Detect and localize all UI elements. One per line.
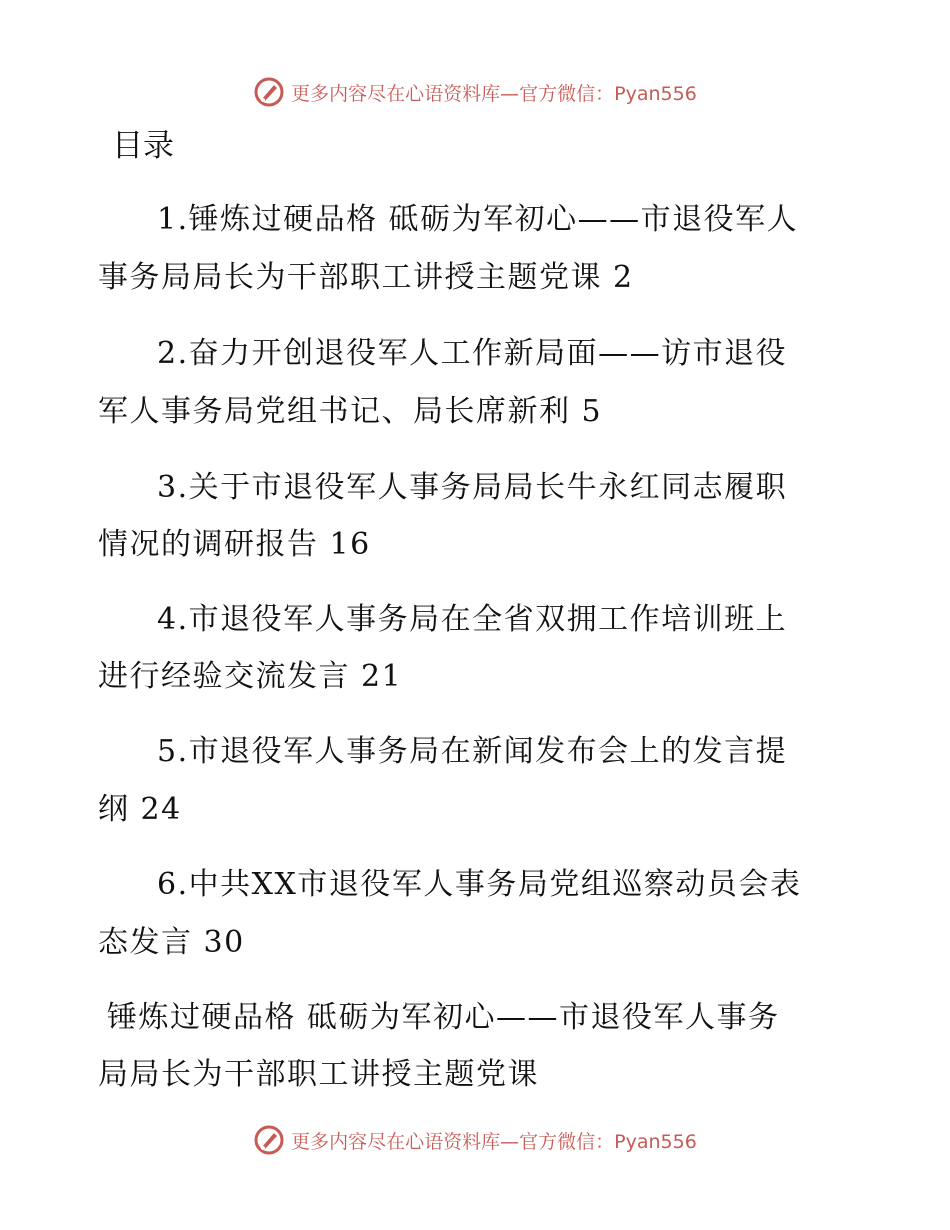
- toc-entry-4-line2: 进行经验交流发言 21: [98, 659, 403, 694]
- toc-title: 目录: [112, 128, 174, 164]
- toc-entry-5-line2: 纲 24: [98, 792, 182, 827]
- toc-entry-1-line1: 1.锤炼过硬品格 砥砺为军初心——市退役军人: [157, 202, 799, 237]
- toc-entry-4-line1: 4.市退役军人事务局在全省双拥工作培训班上: [157, 602, 788, 637]
- toc-entry-6-line2: 态发言 30: [98, 925, 245, 960]
- toc-entry-3-line1: 3.关于市退役军人事务局局长牛永红同志履职: [157, 470, 788, 505]
- header-watermark-banner: [0, 72, 950, 112]
- toc-entry-2-line1: 2.奋力开创退役军人工作新局面——访市退役: [157, 336, 788, 371]
- article-heading-line1: 锤炼过硬品格 砥砺为军初心——市退役军人事务: [107, 1000, 780, 1035]
- toc-entry-6-line1: 6.中共XX市退役军人事务局党组巡察动员会表: [157, 867, 802, 902]
- footer-watermark-banner: [0, 1120, 950, 1160]
- toc-entry-3-line2: 情况的调研报告 16: [98, 527, 371, 562]
- header-watermark-text: 更多内容尽在心语资料库—官方微信：Pyan556: [291, 82, 697, 105]
- footer-watermark-text: 更多内容尽在心语资料库—官方微信：Pyan556: [291, 1130, 697, 1153]
- pen-nib-seal-icon: [253, 1124, 285, 1156]
- toc-entry-5-line1: 5.市退役军人事务局在新闻发布会上的发言提: [157, 734, 788, 769]
- toc-entry-2-line2: 军人事务局党组书记、局长席新利 5: [98, 394, 603, 429]
- article-heading-line2: 局局长为干部职工讲授主题党课: [98, 1057, 539, 1092]
- pen-nib-seal-icon: [253, 76, 285, 108]
- toc-entry-1-line2: 事务局局长为干部职工讲授主题党课 2: [98, 260, 634, 295]
